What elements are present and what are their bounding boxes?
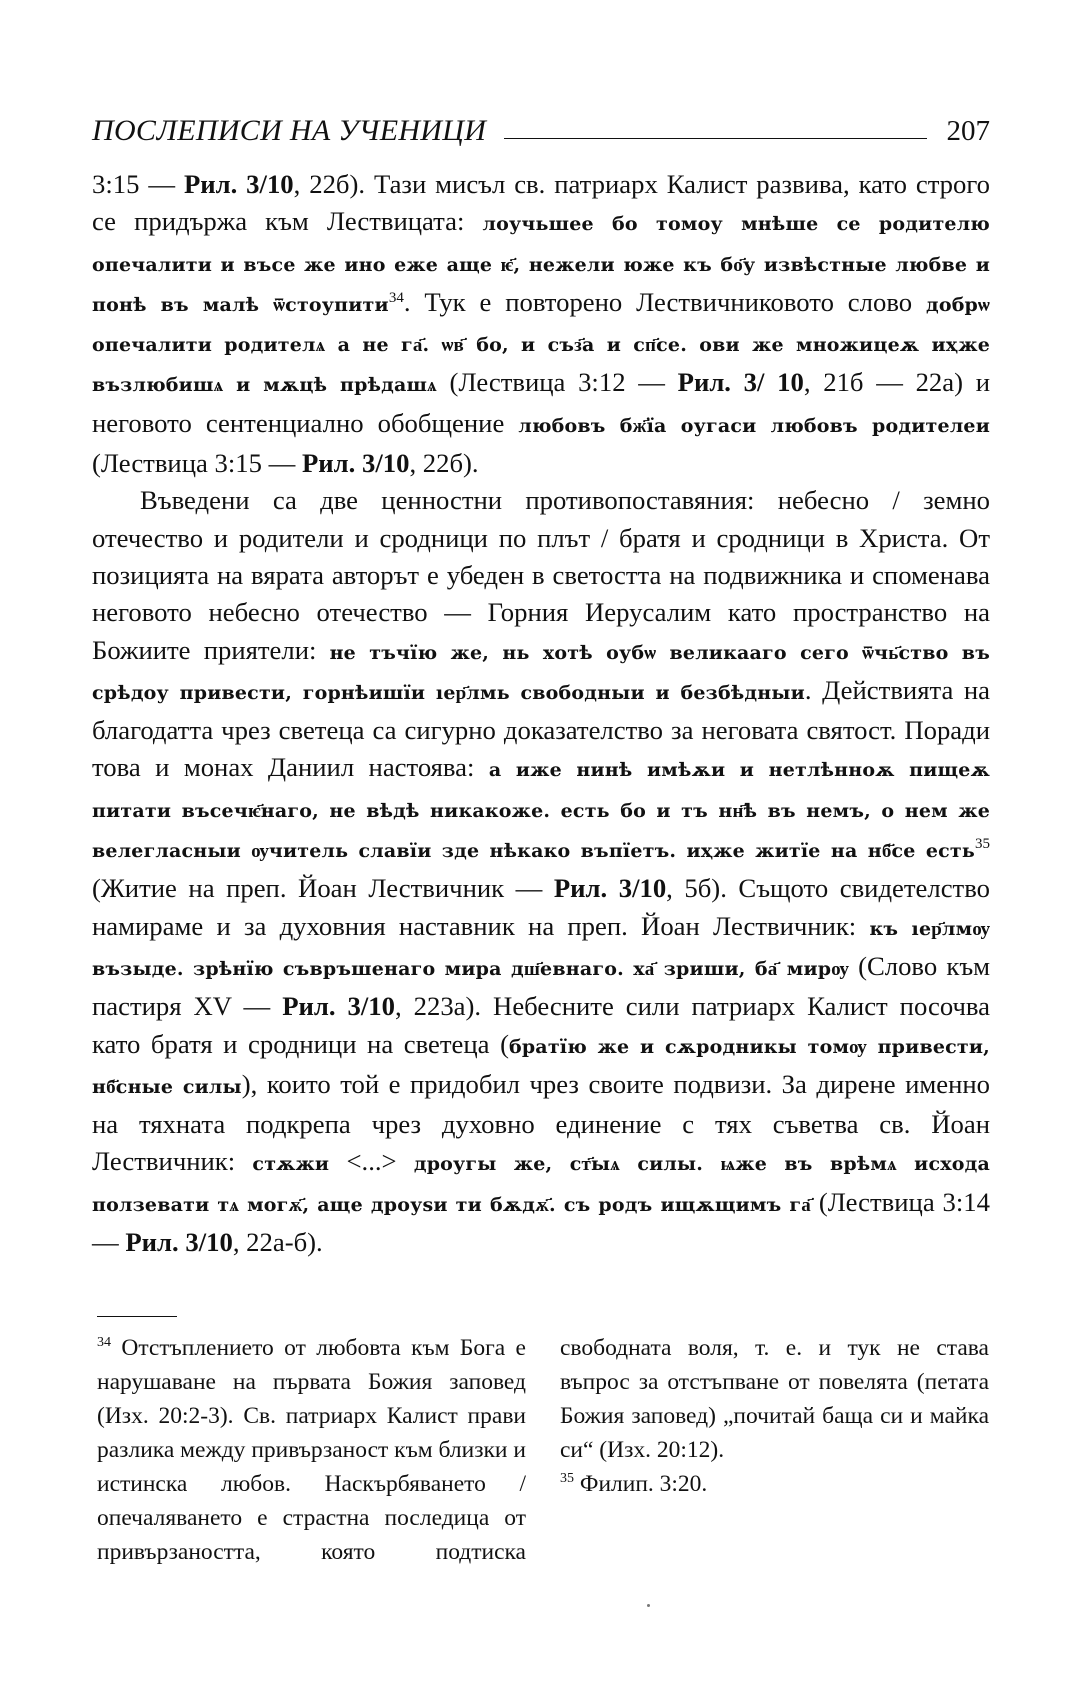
text-run: (Житие на преп. Йоан Лествичник — bbox=[92, 873, 554, 904]
text-run: , 22а-б). bbox=[232, 1227, 323, 1258]
text-run: ), които той е придобил чрез своите подвизи. За дирене именно на тяхната подкрепа чрез духовно единение с тях съветва св. Йоан Лествичник: bbox=[92, 1068, 990, 1177]
paragraph-2 bbox=[92, 482, 990, 1261]
bold-reference: Рил. 3/10 bbox=[301, 448, 410, 479]
footnote-text: Отстъплението от любовта към Бога е нарушаване на първата Божия заповед (Изх. 20:2-3). Св. патриарх Калист прави разлика между привързаност към близки и истинска любов. Наскърбяването / опечаляването е страстна последица от привързаността, която подтиска свободната воля, т. е. и тук не става въпрос за отстъпване от повелята (петата Божия заповед) „почитай баща си и майка си“ (Изх. 20:12). bbox=[97, 1335, 989, 1565]
bold-reference: Рил. 3/10 bbox=[125, 1227, 233, 1258]
footnote-34 bbox=[97, 1331, 989, 1591]
header-rule bbox=[504, 138, 926, 139]
text-run: , 22б). bbox=[409, 448, 479, 479]
text-run: <...> bbox=[329, 1146, 414, 1177]
text-run: (Лествица 3:14 — bbox=[92, 1186, 990, 1258]
bold-reference: Рил. 3/ 10 bbox=[677, 367, 804, 398]
footnote-rule bbox=[97, 1316, 177, 1317]
bold-reference: Рил. 3/10 bbox=[183, 169, 294, 199]
footnote-35 bbox=[560, 1467, 989, 1501]
text-run: , 21б — 22а) и неговото сентенциално обобщение bbox=[92, 367, 991, 438]
church-slavonic-quote: не тъчїю же, нь хотѣ оубѡ великааго сего ѿчь҃ство въ срѣдоу привести, горнѣишїи ıер҃лмь свободныи и безбѣдныи bbox=[92, 641, 990, 704]
church-slavonic-quote: къ ıер҃лмѹ възыде. зрѣнїю съвръшенаго мира дш҃евнаго. ха҃ зриши, ба҃ мирѹ bbox=[92, 917, 990, 980]
footnote-ref-35[interactable]: 35 bbox=[975, 836, 990, 853]
footnote-number: 35 bbox=[560, 1471, 574, 1486]
footnote-number: 34 bbox=[97, 1335, 111, 1350]
running-header bbox=[92, 108, 990, 148]
church-slavonic-quote: дроугы же, ст҃ыѧ силы. ѩже въ врѣмѧ исхода ползевати тѧ могѫ҃, аще дроуѕи ти бѫдѫ҃. съ родъ ищѫщимъ га҃ bbox=[92, 1153, 991, 1216]
church-slavonic-quote: лоучьшее бо томоу мнѣше се родителю опечалити и въсе же ино еже аще ѥ҃, нежели юже къ бо҃у извѣстные любве и понѣ въ малѣ ѿстоупити bbox=[92, 213, 990, 316]
church-slavonic-quote: а иже нинѣ имѣѫи и нетлѣнноѫ пищеѫ питати въсечѥ҃наго, не вѣдѣ никакоже. есть бо и тъ нн҃ѣ въ немъ, о нем же велегласныи ѹчитель славїи зде нѣкако въпїетъ. иҳже житїе на нб҃се есть bbox=[92, 759, 990, 863]
text-run: 3:15 — bbox=[92, 169, 184, 199]
text-run: , 223а). Небесните сили патриарх Калист посочва като братя и сродници на светеца ( bbox=[92, 991, 990, 1059]
print-speck bbox=[647, 1604, 650, 1607]
text-run: Въведени са две ценностни противопоставяния: небесно / земно отечество и родители и сродници по плът / братя и сродници в Христа. От позицията на вярата авторът е убеден в светостта на подвижника и споменава неговото небесно отечество — Горния Иерусалим като пространство на Божиите приятели: bbox=[92, 485, 990, 665]
church-slavonic-quote: братїю же и сѫродникы томѹ привести, нб҃сные силы bbox=[92, 1035, 990, 1098]
text-run: (Лествица 3:15 — bbox=[92, 448, 302, 479]
bold-reference: Рил. 3/10 bbox=[553, 873, 667, 904]
church-slavonic-quote: стѫжи bbox=[252, 1153, 330, 1176]
main-text bbox=[92, 166, 990, 1261]
text-run: , 5б). Същото свидетелство намираме и за духовния наставник на преп. Йоан Лествичник: bbox=[92, 873, 990, 941]
church-slavonic-quote: любовъ бж҃їа оугаси любовъ родителеи bbox=[518, 414, 990, 437]
page-number: 207 bbox=[946, 115, 990, 147]
paragraph-1 bbox=[92, 166, 990, 482]
footnotes bbox=[97, 1331, 989, 1591]
text-run: (Слово към пастиря XV — bbox=[92, 950, 991, 1022]
church-slavonic-quote: добрѡ опечалити родителѧ а не га҃. ѡв҃ бо, и съз҃а и сп҃се. ови же множицеѫ иҳже възлюбишѧ и мѫцѣ прѣдашѧ bbox=[92, 293, 991, 397]
bold-reference: Рил. 3/10 bbox=[282, 991, 395, 1022]
text-run: (Лествица 3:12 — bbox=[436, 367, 678, 398]
text-run: . Действията на благодатта чрез светеца са сигурно доказателство за неговата святост. Поради това и монах Даниил настоява: bbox=[92, 674, 990, 783]
text-run: . Тук е повторено Лествичниковото слово bbox=[403, 286, 926, 317]
running-title: ПОСЛЕПИСИ НА УЧЕНИЦИ bbox=[92, 114, 487, 147]
footnote-text: Филип. 3:20. bbox=[574, 1471, 708, 1497]
text-run: , 22б). Тази мисъл св. патриарх Калист развива, като строго се придържа към Лествицата: bbox=[92, 169, 990, 237]
footnote-ref-34[interactable]: 34 bbox=[388, 289, 404, 306]
